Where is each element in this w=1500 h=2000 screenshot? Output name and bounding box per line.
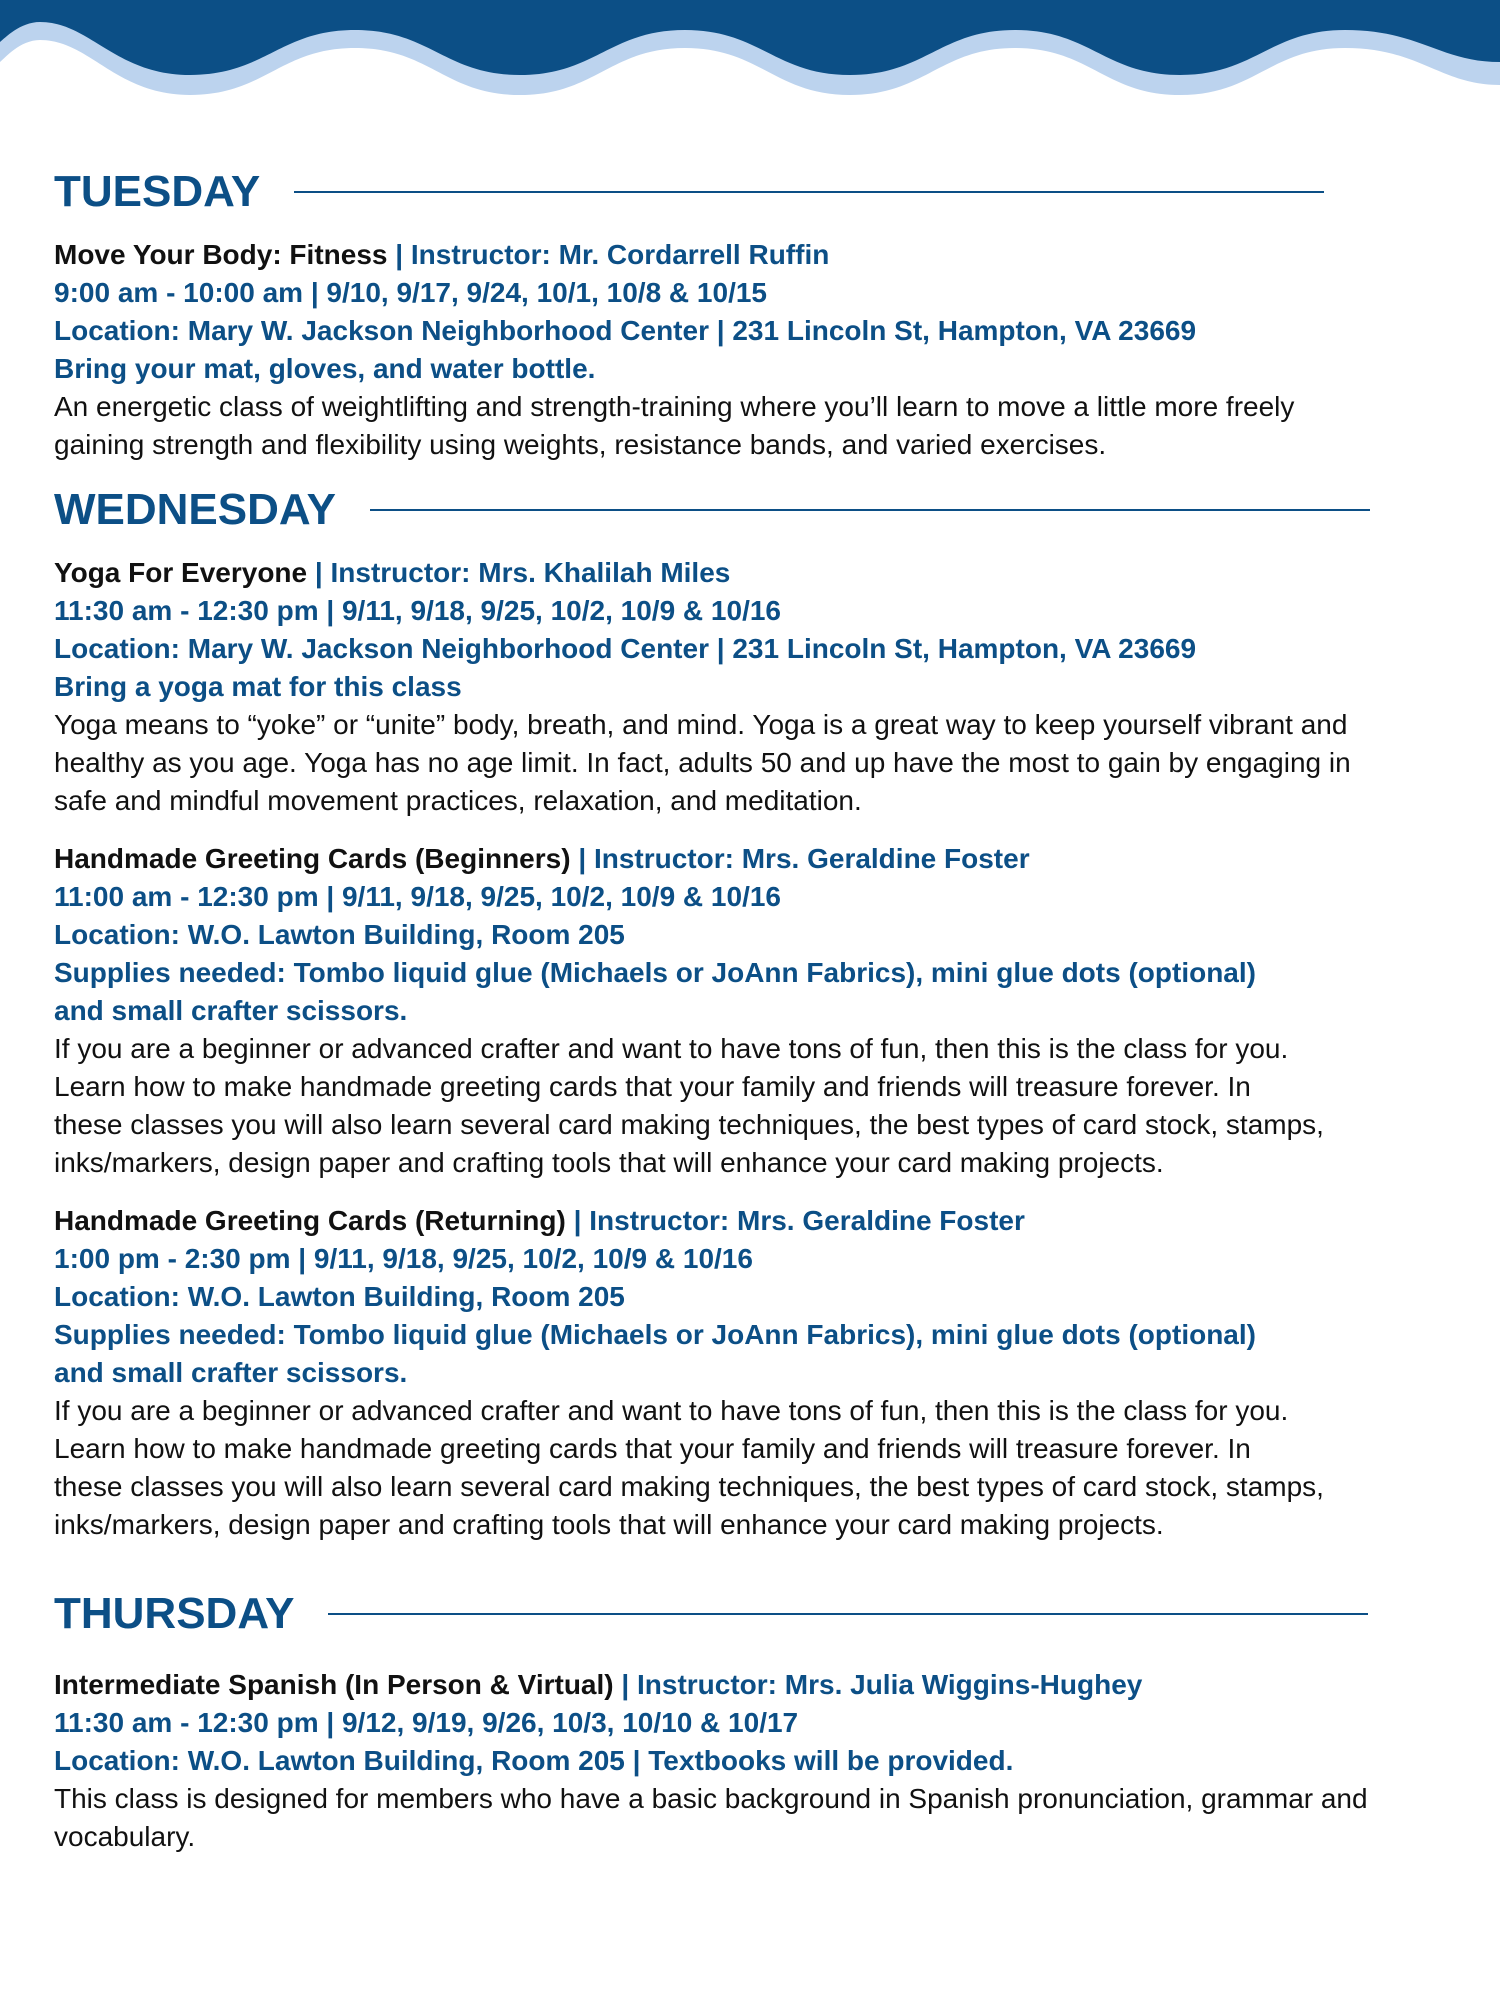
class-supplies: Bring a yoga mat for this class [54,671,462,702]
day-section-wednesday [54,478,1454,1544]
divider-line [370,509,1370,511]
header-wave-decoration [0,0,1500,110]
class-location: Location: Mary W. Jackson Neighborhood Center | 231 Lincoln St, Hampton, VA 23669 [54,633,1197,664]
day-heading [54,160,1454,224]
class-supplies: and small crafter scissors. [54,1357,408,1388]
day-name: TUESDAY [54,167,261,216]
class-description: healthy as you age. Yoga has no age limit. In fact, adults 50 and up have the most to gain by engaging in [54,747,1351,778]
class-location: Location: W.O. Lawton Building, Room 205 [54,919,625,950]
schedule-content [54,160,1454,1856]
class-supplies: and small crafter scissors. [54,995,408,1026]
class-description: If you are a beginner or advanced crafter and want to have tons of fun, then this is the class for you. [54,1033,1289,1064]
divider-line [294,191,1324,193]
class-schedule: 11:30 am - 12:30 pm | 9/12, 9/19, 9/26, 10/3, 10/10 & 10/17 [54,1707,799,1738]
class-description: Yoga means to “yoke” or “unite” body, breath, and mind. Yoga is a great way to keep yourself vibrant and [54,709,1348,740]
class-description: Learn how to make handmade greeting cards that your family and friends will treasure forever. In [54,1071,1251,1102]
class-description: This class is designed for members who have a basic background in Spanish pronunciation, grammar and [54,1783,1368,1814]
class-schedule: 1:00 pm - 2:30 pm | 9/11, 9/18, 9/25, 10/2, 10/9 & 10/16 [54,1243,753,1274]
class-title: Intermediate Spanish (In Person & Virtual) [54,1669,614,1700]
class-location: Location: W.O. Lawton Building, Room 205 [54,1281,625,1312]
class-description: inks/markers, design paper and crafting tools that will enhance your card making projects. [54,1509,1164,1540]
class-description: these classes you will also learn several card making techniques, the best types of card stock, stamps, [54,1471,1324,1502]
class-description: vocabulary. [54,1821,196,1852]
class-schedule: 11:00 am - 12:30 pm | 9/11, 9/18, 9/25, 10/2, 10/9 & 10/16 [54,881,782,912]
divider-line [328,1613,1368,1615]
class-description: An energetic class of weightlifting and strength-training where you’ll learn to move a little more freely [54,391,1295,422]
day-section-tuesday [54,160,1454,464]
class-location: Location: W.O. Lawton Building, Room 205 | Textbooks will be provided. [54,1745,1014,1776]
class-instructor: | Instructor: Mr. Cordarrell Ruffin [387,239,830,270]
class-description: inks/markers, design paper and crafting tools that will enhance your card making projects. [54,1147,1164,1178]
class-supplies: Supplies needed: Tombo liquid glue (Michaels or JoAnn Fabrics), mini glue dots (optional) [54,1319,1256,1350]
day-name: THURSDAY [54,1589,295,1638]
class-description: Learn how to make handmade greeting cards that your family and friends will treasure forever. In [54,1433,1251,1464]
class-supplies: Supplies needed: Tombo liquid glue (Michaels or JoAnn Fabrics), mini glue dots (optional) [54,957,1256,988]
class-entry [54,1666,1454,1856]
class-instructor: | Instructor: Mrs. Khalilah Miles [307,557,731,588]
class-instructor: | Instructor: Mrs. Geraldine Foster [565,1205,1025,1236]
class-entry [54,554,1454,820]
class-title: Yoga For Everyone [54,557,308,588]
class-description: If you are a beginner or advanced crafter and want to have tons of fun, then this is the class for you. [54,1395,1289,1426]
class-entry [54,236,1454,464]
class-instructor: | Instructor: Mrs. Julia Wiggins-Hughey [613,1669,1143,1700]
class-supplies: Bring your mat, gloves, and water bottle. [54,353,596,384]
class-description: safe and mindful movement practices, relaxation, and meditation. [54,785,862,816]
class-description: gaining strength and flexibility using weights, resistance bands, and varied exercises. [54,429,1107,460]
day-name: WEDNESDAY [54,485,336,534]
class-description: these classes you will also learn several card making techniques, the best types of card stock, stamps, [54,1109,1324,1140]
day-section-thursday [54,1582,1454,1856]
day-heading [54,478,1454,542]
class-entry [54,1202,1454,1544]
class-location: Location: Mary W. Jackson Neighborhood Center | 231 Lincoln St, Hampton, VA 23669 [54,315,1197,346]
class-schedule: 11:30 am - 12:30 pm | 9/11, 9/18, 9/25, 10/2, 10/9 & 10/16 [54,595,782,626]
class-title: Move Your Body: Fitness [54,239,388,270]
class-title: Handmade Greeting Cards (Returning) [54,1205,566,1236]
class-entry [54,840,1454,1182]
class-schedule: 9:00 am - 10:00 am | 9/10, 9/17, 9/24, 10/1, 10/8 & 10/15 [54,277,767,308]
class-instructor: | Instructor: Mrs. Geraldine Foster [570,843,1030,874]
class-title: Handmade Greeting Cards (Beginners) [54,843,571,874]
day-heading [54,1582,1454,1646]
